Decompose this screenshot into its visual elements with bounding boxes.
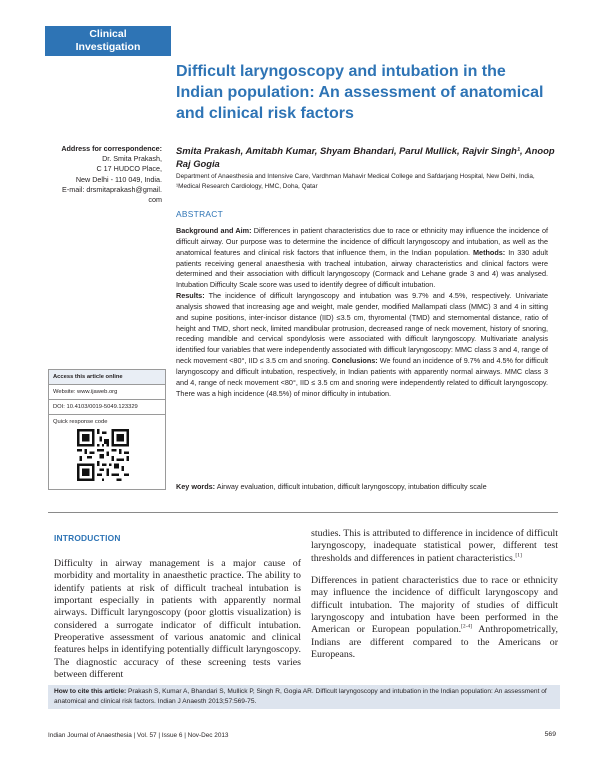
qr-label: Quick response code <box>53 419 108 425</box>
reference-link[interactable]: [1] <box>515 552 522 559</box>
correspondence-email-tail[interactable]: com <box>148 195 162 205</box>
article-title: Difficult laryngoscopy and intubation in the Indian population: An assessment of anatomical and clinical risk factors <box>176 63 544 122</box>
correspondence-line: Dr. Smita Prakash, <box>102 154 162 164</box>
correspondence-label: Address for correspondence: <box>61 144 162 153</box>
keywords <box>176 482 556 492</box>
abstract-body <box>176 226 548 400</box>
intro-paragraph <box>311 575 558 661</box>
how-to-cite-box <box>48 685 560 709</box>
reference-link[interactable]: [2-4] <box>461 624 473 631</box>
intro-paragraph: Difficulty in airway management is a major cause of morbidity and mortality in anaesthetic practice. The ability to identify patients at risk of difficult tracheal intubation is important especially in patients with apparently normal airways. Difficult laryngoscopy (poor glottis visualization) is considered a surrogate indicator of difficult intubation. Preoperative assessment of various anatomic and clinical features helps in identifying potentially difficult laryngoscopy. The diagnostic accuracy of these screening tests varies between different <box>54 558 301 681</box>
correspondence-address <box>40 144 162 205</box>
abstract-conclusions-text: We found an incidence of 9.7% and 4.5% for difficult laryngoscopy and difficult intubation, respectively, in Indian patients with apparently normal airways. MMC class 3 and 4, range of neck movement <80°, IID ≤ 3.5 cm and snoring were independently related to difficult laryngoscopy. There was a high incidence (48.5%) of minor difficulty in intubation. <box>176 356 548 398</box>
section-divider <box>48 512 558 513</box>
abstract-results-label: Results: <box>176 291 205 301</box>
access-doi[interactable]: DOI: 10.4103/0019-5049.123329 <box>49 400 165 415</box>
abstract-background-label: Background and Aim: <box>176 226 252 235</box>
keywords-text: Airway evaluation, difficult intubation, difficult laryngoscopy, intubation difficulty scale <box>216 482 487 491</box>
badge-line-2: Investigation <box>75 40 141 53</box>
author-affiliation: Department of Anaesthesia and Intensive Care, Vardhman Mahavir Medical College and Safdarjang Hospital, New Delhi, India, ¹Medical Research Cardiology, HMC, Doha, Qatar <box>176 173 535 190</box>
intro-text: studies. This is attributed to difference in incidence of difficult laryngoscopy, inadequate statistical power, different test thresholds and differences in patient characteristics. <box>311 528 558 564</box>
body-column-right <box>311 528 558 661</box>
abstract-conclusions-label: Conclusions: <box>331 356 378 366</box>
cite-label: How to cite this article: <box>54 688 127 695</box>
author-list: Smita Prakash, Amitabh Kumar, Shyam Bhandari, Parul Mullick, Rajvir Singh¹, Anoop Raj Gogia <box>176 145 555 169</box>
correspondence-line: C 17 HUDCO Place, <box>96 164 162 174</box>
intro-text: Differences in patient characteristics due to race or ethnicity may influence the incidence of difficult laryngoscopy and difficult intubation. The majority of studies of difficult laryngoscopy and intubation have been performed in the American or European population. <box>311 575 558 636</box>
intro-paragraph <box>311 528 558 565</box>
correspondence-line: New Delhi - 110 049, India. <box>75 174 162 184</box>
introduction-heading: INTRODUCTION <box>54 533 121 543</box>
badge-line-1: Clinical <box>89 28 127 40</box>
page-number: 569 <box>544 731 556 738</box>
abstract-background-text: Differences in patient characteristics due to race or ethnicity may influence the incidence of difficult airway. Our purpose was to determine the incidence of difficult laryngoscopy and intubation, as well as the anatomical features and clinical risk factors that influence them, in the Indian population. <box>176 226 549 257</box>
journal-footer: Indian Journal of Anaesthesia | Vol. 57 | Issue 6 | Nov-Dec 2013 <box>48 732 229 739</box>
access-qr-section <box>49 415 165 489</box>
abstract-heading: ABSTRACT <box>176 209 224 219</box>
access-website-link[interactable]: Website: www.ijaweb.org <box>49 385 165 400</box>
abstract-methods-label: Methods: <box>473 247 506 257</box>
intro-text: Anthropometrically, Indians are different compared to the Americans or Europeans. <box>311 624 558 661</box>
abstract-results-text: The incidence of difficult laryngoscopy and intubation was 9.7% and 4.5%, respectively. Univariate analysis showed that increasing age and weight, male gender, modified Mallampati class (MMC) 3 and 4 in sitting and supine positions, inter-incisor distance (IID) ≤3.5 cm, thyromental (TMD) and sternomental distance, ratio of height and TMD, short neck, limited mandibular protrusion, decreased range of neck movement, history of snoring, receding mandible and cervical spondylosis were associated with difficult laryngoscopy. Multivariate analysis identified four variables that were independently associated with difficult laryngoscopy: MMC class 3 and 4, range of neck movement <80°, IID ≤ 3.5 cm and snoring. <box>176 291 548 366</box>
access-heading: Access this article online <box>49 370 165 385</box>
section-badge <box>45 26 171 56</box>
keywords-label: Key words: <box>176 482 216 491</box>
abstract-methods-text: In 330 adult patients receiving general anaesthesia with tracheal intubation, airway characteristics and clinical factors were determined and their association with difficult laryngoscopy (Cormack and Lehane grade 3 and 4) was analysed. Intubation Difficulty Scale score was used to identify degree of difficult intubation. <box>176 247 549 290</box>
correspondence-email[interactable]: E-mail: drsmitaprakash@gmail. <box>62 184 162 194</box>
qr-code-icon[interactable] <box>77 429 129 481</box>
body-column-left <box>54 558 301 681</box>
cite-text: Prakash S, Kumar A, Bhandari S, Mullick P, Singh R, Gogia AR. Difficult laryngoscopy and intubation in the Indian population: An assessment of anatomical and clinical risk factors. Indian J Anaesth 2013;57:569-75. <box>54 688 547 705</box>
access-online-box <box>48 369 166 490</box>
